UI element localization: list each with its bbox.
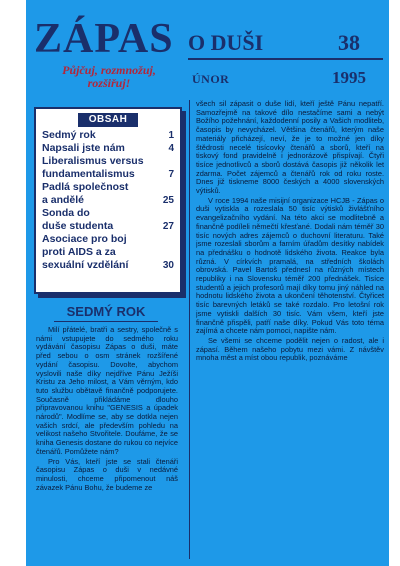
masthead-rule [188,58,383,60]
toc-header: OBSAH [78,113,138,127]
toc-item-label: Padlá společnost a andělé [42,181,129,206]
toc-item-page: 27 [162,221,174,232]
article-left-column [36,326,178,564]
column-divider [189,100,190,559]
toc-item[interactable] [36,142,180,155]
article-paragraph: všech sil zápasit o duše lidí, kteří ještě Pánu nepatří. Samozřejmě na takové dílo nestačíme sami a nebýt Božího požehnání, každodenní posily a Vašich modliteb, časopis by nevycházel. Většina čtenářů, kterým naše materiály přicházejí, neví, že je to možné jen díky štědrosti necelé tisícovky čtenářů a sborů, kteří na tiskový fond pravidelně i jednorázově přispívají. Čtyři tisíce jednotlivců a sborů dostává časopis již několik let zdarma. Počet zájemců a čtenářů rok od roku roste. Dnes již tiskneme 8000 českých a 4000 slovenských výtisků. [196,100,384,196]
article-paragraph: Milí přátelé, bratři a sestry, společně s námi vstupujete do sedmého roku vydávání časopisu Zápas o duši, máte před sebou o osm stránek rozšířené vydání časopisu. Dovolte, abychom vyslovili naše díky nejdříve Pánu Ježíši Kristu za Jeho milost, a Vám věrným, kdo tuto službu obětavě finančně podporujete. Současně přikládáme dlouho připravovanou knihu "GENESIS a úpadek národů". Modlíme se, aby se dotkla nejen vašich srdcí, ale především pohledu na velikost našeho Stvořitele. Doufáme, že se kniha Genesis dostane do rukou co nejvíce čtenářů. Pomůžete nám? [36,326,178,456]
toc-item[interactable] [36,233,180,272]
issue-month: ÚNOR [192,72,230,86]
toc-item-label: Sonda do duše studenta [42,207,114,232]
masthead-title: ZÁPAS [34,16,174,62]
toc-item[interactable] [36,207,180,233]
toc-list [36,129,180,272]
article-right-column [196,100,384,564]
toc-item-page: 7 [168,169,174,180]
motto: Půjčuj, rozmnožuj, rozšiřuj! [62,63,156,90]
issue-number: 38 [338,30,360,55]
toc-item[interactable] [36,155,180,181]
heading-rule [54,321,158,322]
toc-item-page: 1 [168,130,174,141]
toc-item-page: 30 [162,260,174,271]
toc-item-page: 4 [168,143,174,154]
table-of-contents [34,107,182,294]
article-heading: SEDMÝ ROK [66,304,146,319]
toc-item[interactable] [36,129,180,142]
masthead-subtitle: O DUŠI [188,30,264,55]
toc-item[interactable] [36,181,180,207]
article-paragraph: Se všemi se chceme podělit nejen o radost, ale i zápasí. Během našeho pobytu mezi vámi. Z návštěv mnoha měst a míst obou republik, poznáváme [196,335,384,363]
toc-item-label: Liberalismus versus fundamentalismus [42,155,144,180]
toc-item-page: 25 [162,195,174,206]
newsletter-page [26,0,389,566]
toc-item-label: Napsali jste nám [42,142,125,154]
issue-year: 1995 [332,68,366,87]
article-paragraph: V roce 1994 naše misijní organizace HCJB - Zápas o duši vytiskla a rozeslala 50 tisíc výtisků živlášťního evangelizačního vydání. Na této akci se modlitebně a finančně podíleli němečtí křesťané. Dodali nám téměř 30 tisíc nových adres zájemců o duchovní literaturu. Také jsme rozeslali sborům a farním úřadům desítky nabídek na přednášku o hodnotě lidského života. Reakce byla různá. V církvích pramalá, na středních školách obrovská. Pavel Bartoš přednesl na různých místech republiky i na Slovensku téměř 200 přednášek. Tisíce studentů a jejich profesorů mají díky tomu jiný náhled na hodnotu lidského života a ukončení těhotenství. Čtyřicet tisíc barevných letáků se také rozdalo. Pro letošní rok jsme vytiskli dalších 30 tisíc. Vám všem, kteří jste finančně přispěli, patří naše díky. Pokud Vás toto téma zajímá a chcete nám pomoci, napište nám. [196,195,384,336]
article-paragraph: Pro Vás, kteří jste se stali čtenáři časopisu Zápas o duši v nedávné minulosti, chceme připomenout náš závazek Pánu Bohu, že budeme ze [36,456,178,492]
toc-item-label: Sedmý rok [42,129,96,141]
toc-item-label: Asociace pro boj proti AIDS a za sexuální vzdělání [42,233,129,271]
